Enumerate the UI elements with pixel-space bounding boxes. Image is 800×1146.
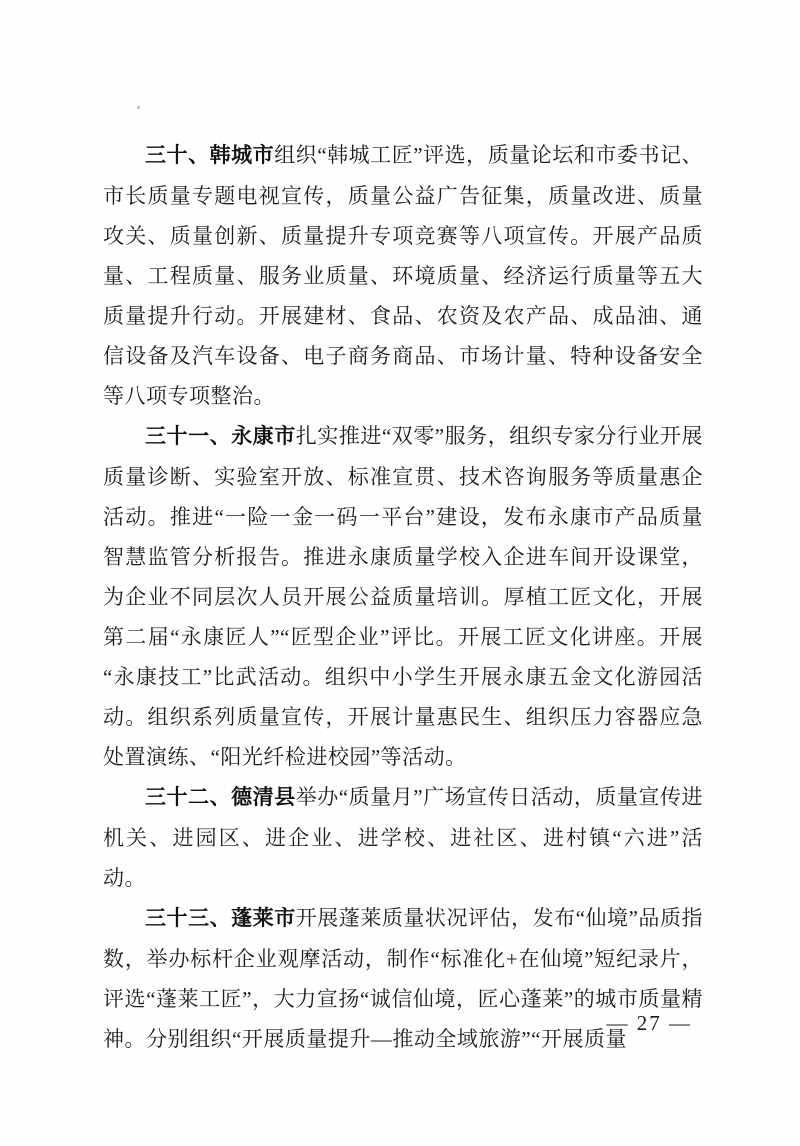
paragraph-text: 开展蓬莱质量状况评估，发布“仙境”品质指数，举办标杆企业观摩活动，制作“标准化+在仙境”短纪录片，评选“蓬莱工匠”，大力宣扬“诚信仙境，匠心蓬莱”的城市质量精神。分别组织“开展质量提升—推动全域旅游”“开展质量 xyxy=(103,906,704,1051)
paragraph-item-31 xyxy=(103,416,703,777)
paragraph-text: 举办“质量月”广场宣传日活动，质量宣传进机关、进园区、进企业、进学校、进社区、进村镇“六进”活动。 xyxy=(103,785,704,890)
paragraph-heading-hanchengshi: 三十、韩城市 xyxy=(145,144,275,167)
paragraph-heading-penglaishi: 三十三、蓬莱市 xyxy=(145,907,296,930)
paragraph-item-30 xyxy=(103,135,703,416)
paragraph-heading-yongkangshi: 三十一、永康市 xyxy=(145,425,296,448)
paragraph-item-32 xyxy=(103,777,703,898)
paragraph-text: 扎实推进“双零”服务，组织专家分行业开展质量诊断、实验室开放、标准宣贯、技术咨询服务等质量惠企活动。推进“一险一金一码一平台”建设，发布永康市产品质量智慧监管分析报告。推进永康质量学校入企进车间开设课堂，为企业不同层次人员开展公益质量培训。厚植工匠文化，开展第二届“永康匠人”“匠型企业”评比。开展工匠文化讲座。开展“永康技工”比武活动。组织中小学生开展永康五金文化游园活动。组织系列质量宣传，开展计量惠民生、组织压力容器应急处置演练、“阳光纤检进校园”等活动。 xyxy=(103,424,704,769)
paragraph-heading-deqingxian: 三十二、德清县 xyxy=(145,786,296,809)
document-body xyxy=(103,135,703,1059)
paragraph-text: 组织“韩城工匠”评选，质量论坛和市委书记、市长质量专题电视宣传，质量公益广告征集，质量改进、质量攻关、质量创新、质量提升专项竞赛等八项宣传。开展产品质量、工程质量、服务业质量、环境质量、经济运行质量等五大质量提升行动。开展建材、食品、农资及农产品、成品油、通信设备及汽车设备、电子商务商品、市场计量、特种设备安全等八项专项整治。 xyxy=(103,143,704,408)
scan-speck xyxy=(137,106,140,109)
page-number: — 27 — xyxy=(606,1011,692,1035)
